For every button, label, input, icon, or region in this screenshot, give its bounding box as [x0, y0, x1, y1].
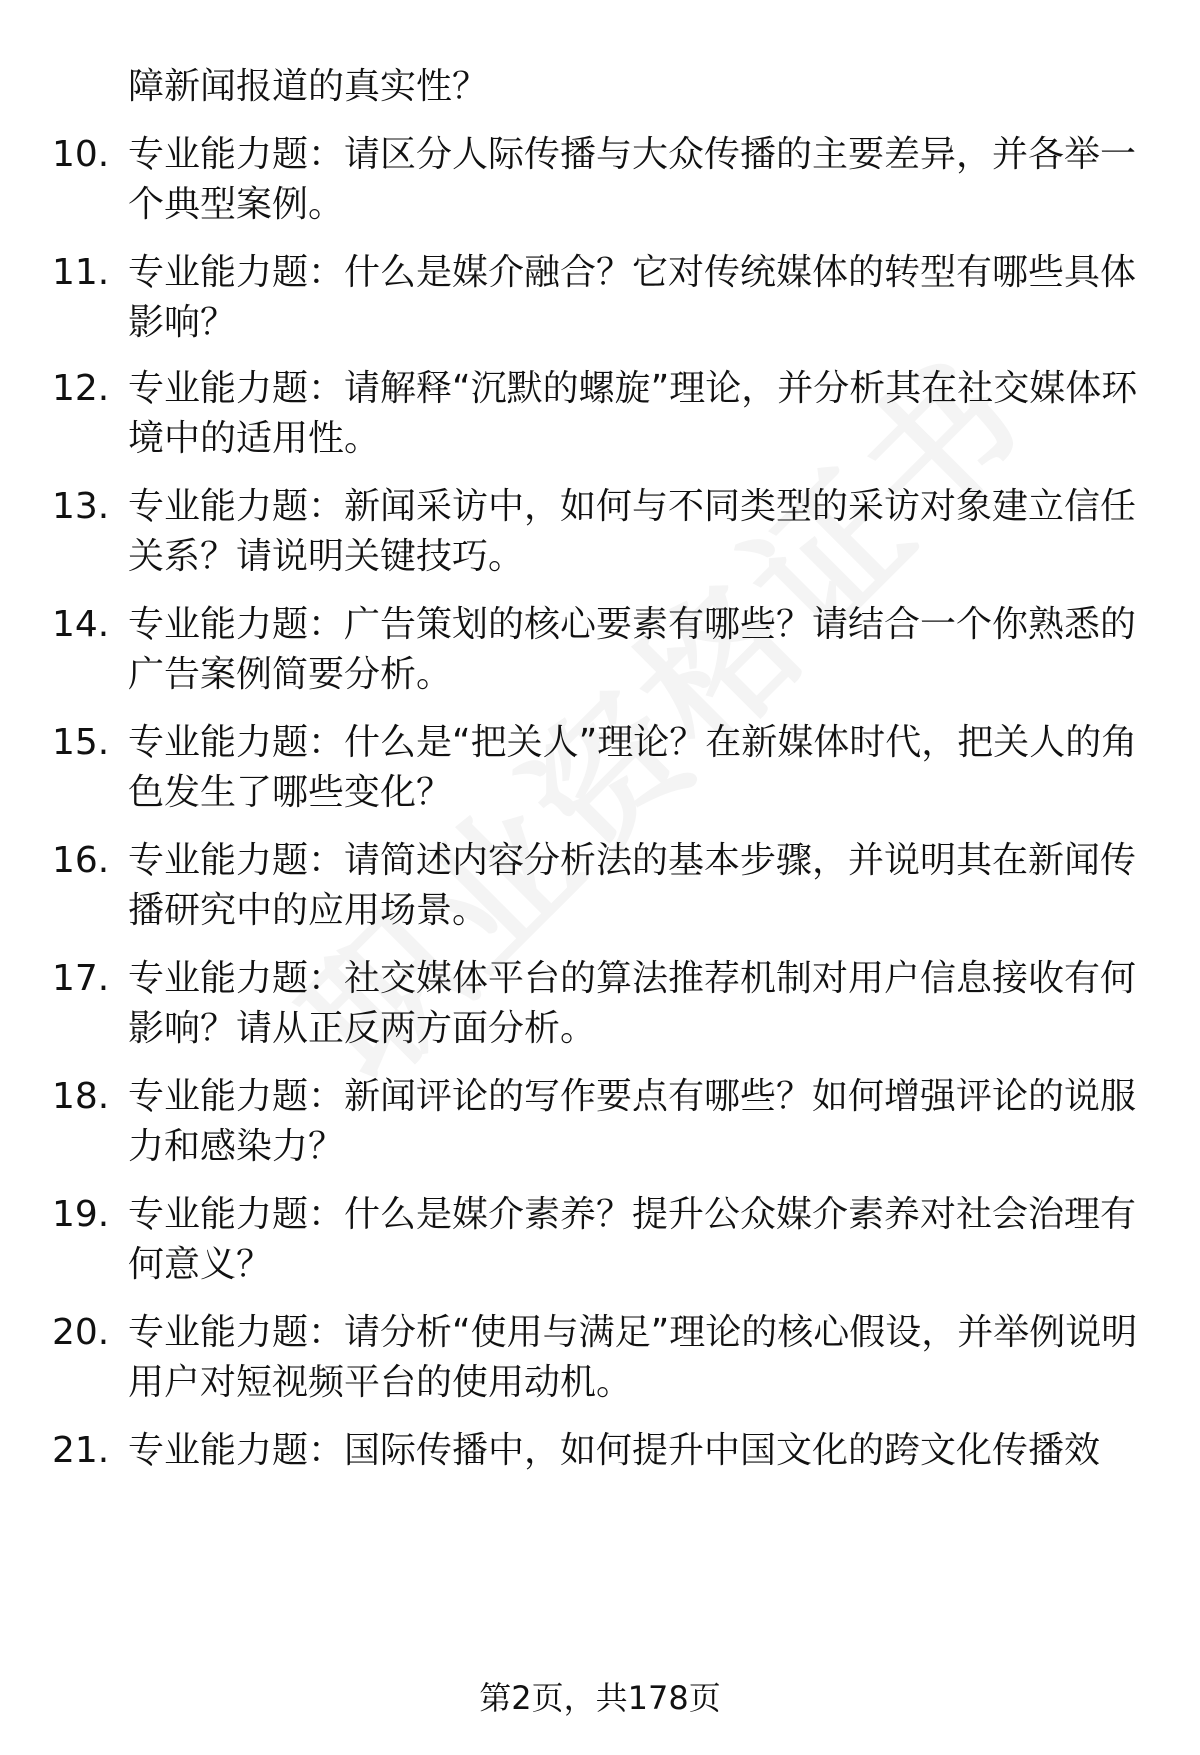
item-text: 专业能力题：国际传播中，如何提升中国文化的跨文化传播效 — [128, 1430, 1101, 1471]
item-text: 专业能力题：请简述内容分析法的基本步骤，并说明其在新闻传播研究中的应用场景。 — [128, 840, 1137, 931]
item-number: 11. — [52, 252, 110, 293]
continuation-text: 障新闻报道的真实性？ — [128, 66, 489, 107]
item-number: 20. — [52, 1312, 110, 1353]
item-text: 专业能力题：请解释“沉默的螺旋”理论，并分析其在社交媒体环境中的适用性。 — [128, 368, 1138, 459]
item-text: 专业能力题：什么是媒介融合？它对传统媒体的转型有哪些具体影响？ — [128, 252, 1137, 343]
item-number: 10. — [52, 134, 110, 175]
item-text: 专业能力题：广告策划的核心要素有哪些？请结合一个你熟悉的广告案例简要分析。 — [128, 604, 1137, 695]
item-number: 16. — [52, 840, 110, 881]
item-number: 14. — [52, 604, 110, 645]
item-text: 专业能力题：请分析“使用与满足”理论的核心假设，并举例说明用户对短视频平台的使用动机。 — [128, 1312, 1138, 1403]
item-number: 19. — [52, 1194, 110, 1235]
item-text: 专业能力题：新闻评论的写作要点有哪些？如何增强评论的说服力和感染力？ — [128, 1076, 1137, 1167]
item-number: 17. — [52, 958, 110, 999]
item-text: 专业能力题：什么是“把关人”理论？在新媒体时代，把关人的角色发生了哪些变化？ — [128, 722, 1138, 813]
item-text: 专业能力题：新闻采访中，如何与不同类型的采访对象建立信任关系？请说明关键技巧。 — [128, 486, 1137, 577]
item-text: 专业能力题：什么是媒介素养？提升公众媒介素养对社会治理有何意义？ — [128, 1194, 1137, 1285]
item-number: 12. — [52, 368, 110, 409]
item-text: 专业能力题：请区分人际传播与大众传播的主要差异，并各举一个典型案例。 — [128, 134, 1137, 225]
item-text: 专业能力题：社交媒体平台的算法推荐机制对用户信息接收有何影响？请从正反两方面分析。 — [128, 958, 1137, 1049]
item-number: 15. — [52, 722, 110, 763]
item-number: 13. — [52, 486, 110, 527]
page-footer: 第2页，共178页 — [479, 1679, 721, 1717]
item-number: 21. — [52, 1430, 110, 1471]
item-number: 18. — [52, 1076, 110, 1117]
